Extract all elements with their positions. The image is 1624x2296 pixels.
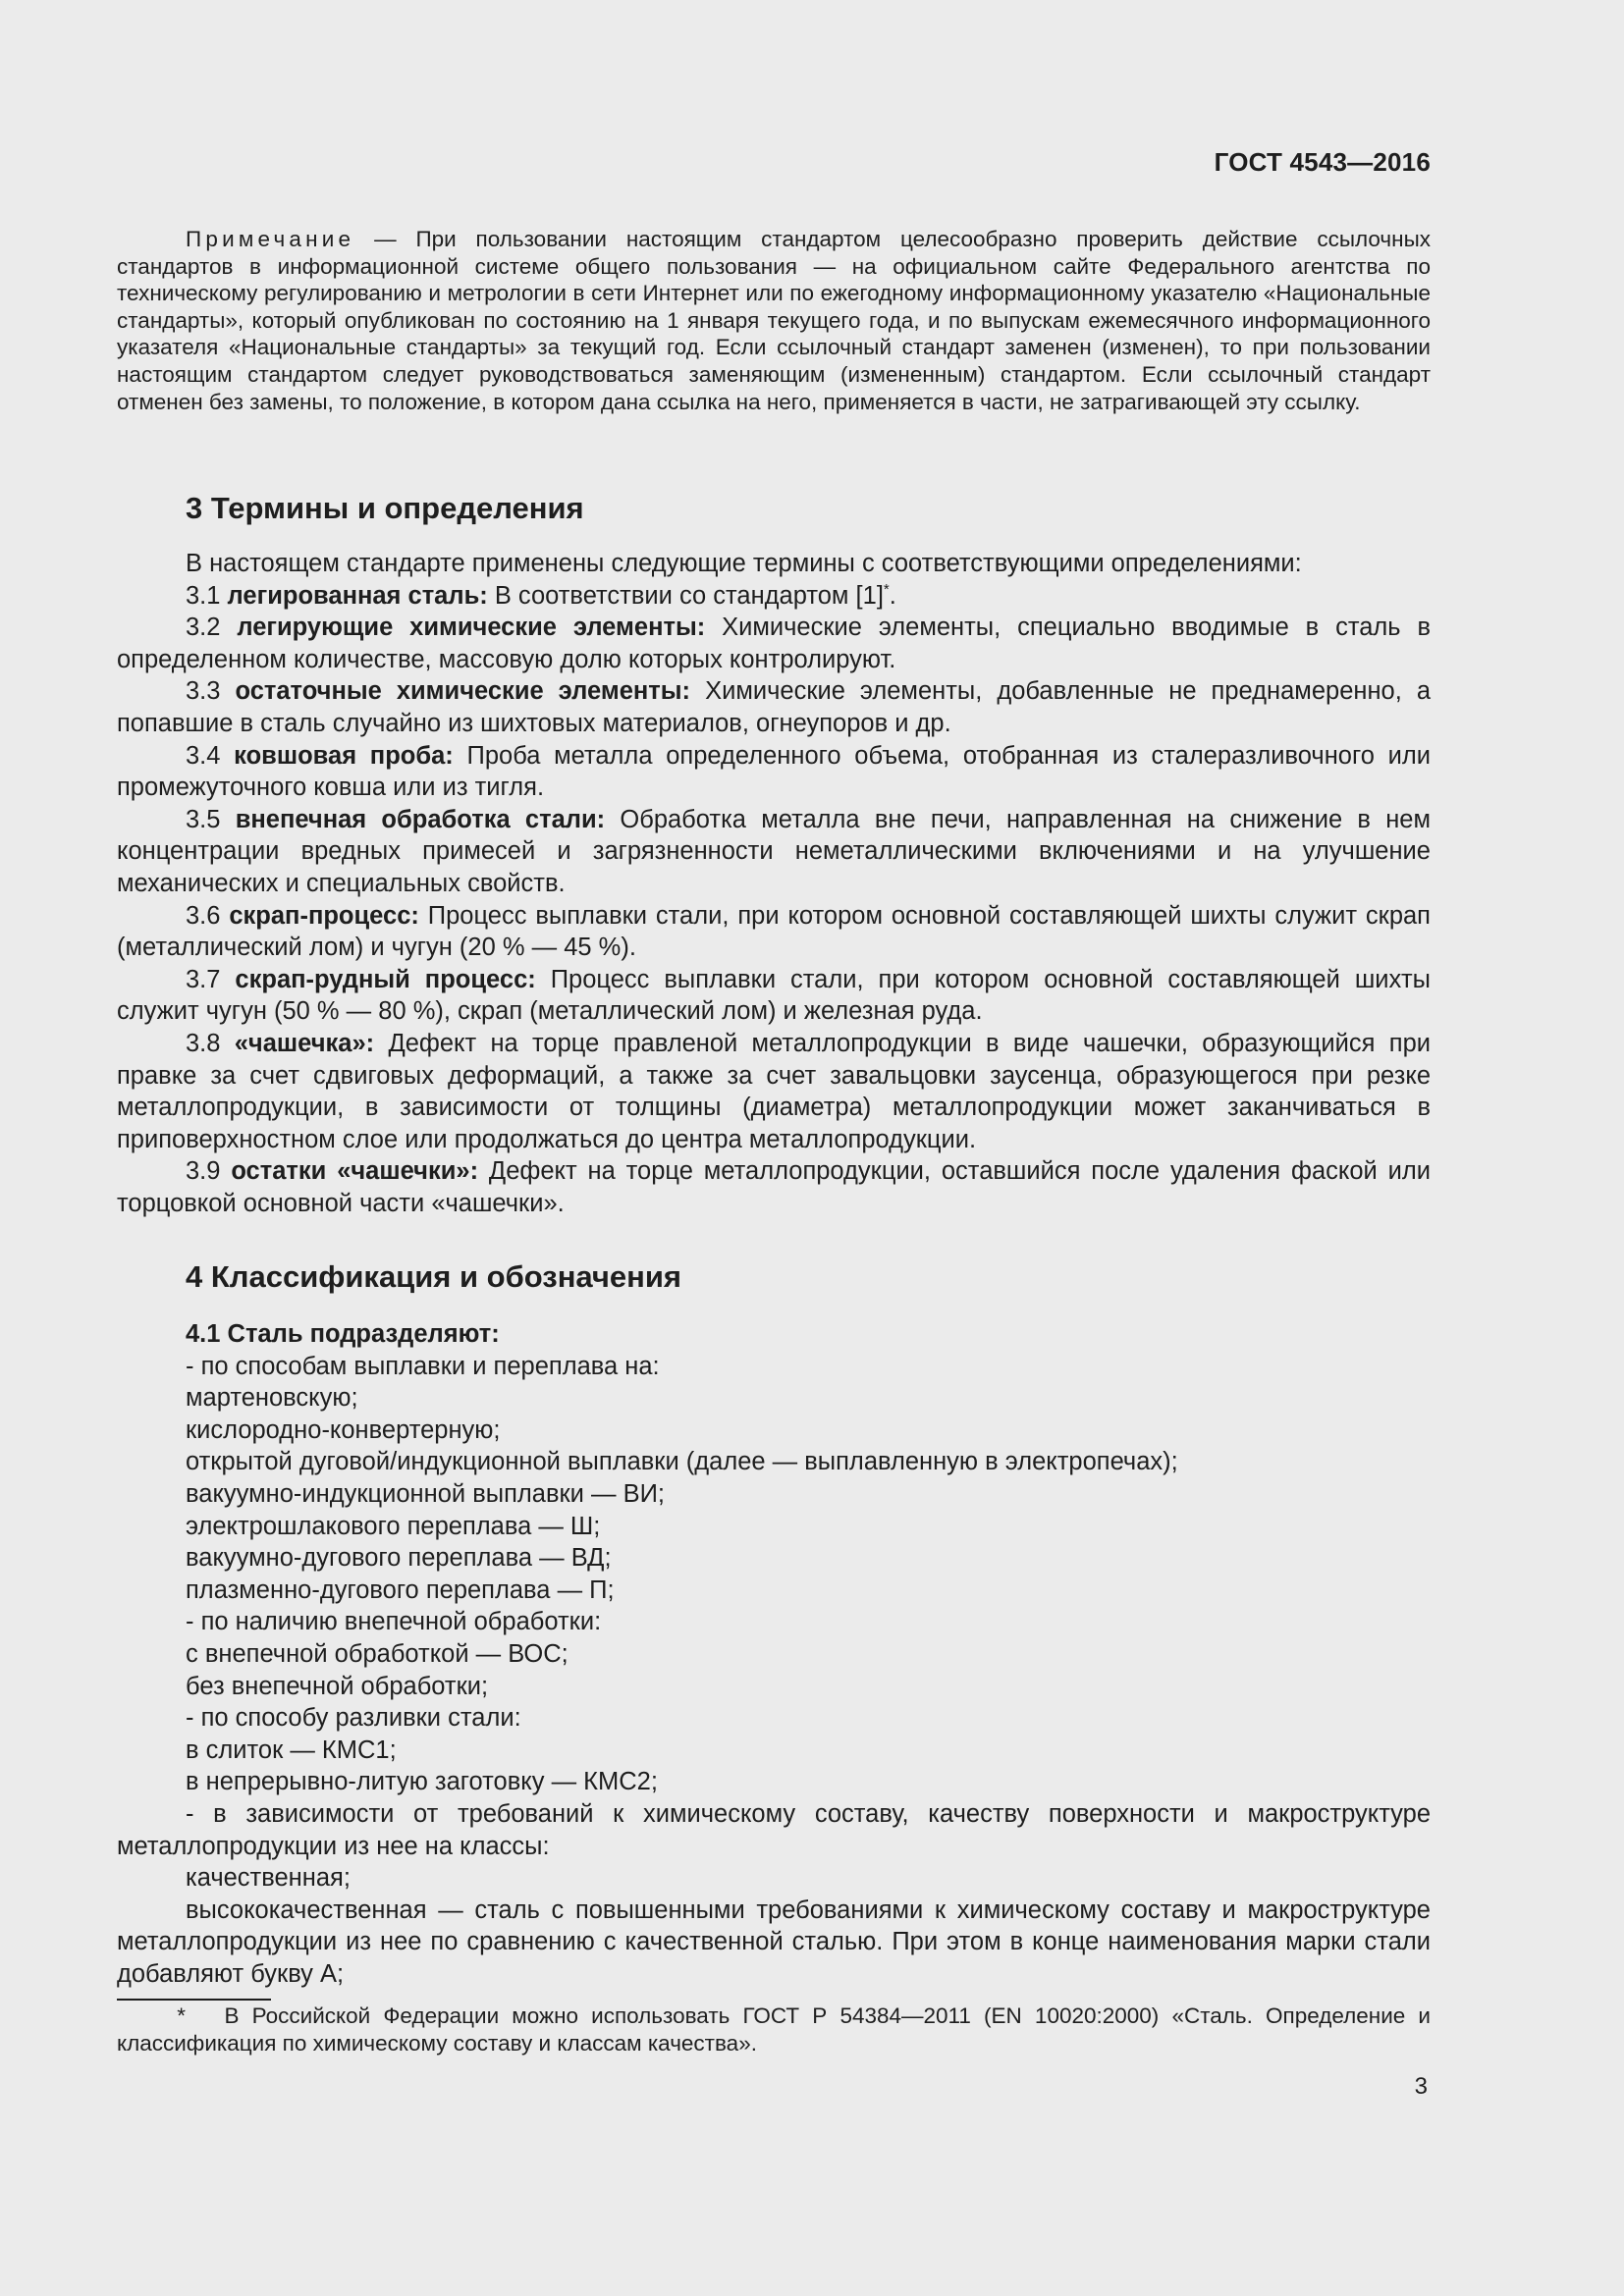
term-3-7: 3.7 скрап-рудный процесс: Процесс выплавки стали, при котором основной составляющей шихты служит чугун (50 % — 80 %), скрап (металлический лом) и железная руда.	[117, 965, 1431, 1026]
list-item: без внепечной обработки;	[186, 1672, 489, 1700]
high-quality-paragraph: высококачественная — сталь с повышенными требованиями к химическому составу и макроструктуре металлопродукции из нее по сравнению с качественной сталью. При этом в конце наименования марки стали добавляют букву А;	[117, 1896, 1431, 1988]
term-3-8: 3.8 «чашечка»: Дефект на торце правленой металлопродукции в виде чашечки, образующийся при правке за счет сдвиговых деформаций, а также за счет завальцовки заусенца, образующегося при резке металлопродукции, в зависимости от толщины (диаметра) металлопродукции может заканчиваться в приповерхностном слое или продолжаться до центра металлопродукции.	[117, 1029, 1431, 1153]
list-item: вакуумно-дугового переплава — ВД;	[186, 1544, 612, 1573]
list-item: вакуумно-индукционной выплавки — ВИ;	[186, 1479, 665, 1508]
list-item: - по способу разливки стали:	[186, 1704, 521, 1733]
term-3-4: 3.4 ковшовая проба: Проба металла определенного объема, отобранная из сталеразливочного или промежуточного ковша или из тигля.	[117, 741, 1431, 802]
list-item: в слиток — КМС1;	[186, 1735, 397, 1764]
section-3-intro: В настоящем стандарте применены следующие термины с соответствующими определениями:	[186, 550, 1302, 577]
list-item: открытой дуговой/индукционной выплавки (далее — выплавленную в электропечах);	[186, 1448, 1178, 1476]
term-3-6: 3.6 скрап-процесс: Процесс выплавки стали, при котором основной составляющей шихты служит скрап (металлический лом) и чугун (20 % — 45 %).	[117, 901, 1431, 962]
term-3-5: 3.5 внепечная обработка стали: Обработка металла вне печи, направленная на снижение в нем концентрации вредных примесей и загрязненности неметаллическими включениями и на улучшение механических и специальных свойств.	[117, 805, 1431, 897]
standard-header: ГОСТ 4543—2016	[1214, 147, 1431, 177]
term-3-2: 3.2 легирующие химические элементы: Химические элементы, специально вводимые в сталь в определенном количестве, массовую долю которых контролируют.	[117, 614, 1431, 673]
note-text: — При пользовании настоящим стандартом целесообразно проверить действие ссылочных стандартов в информационной системе общего пользования — на официальном сайте Федерального агентства по техническому регулированию и метрологии в сети Интернет или по ежегодному информационному указателю «Национальные стандарты», который опубликован по состоянию на 1 января текущего года, и по выпускам ежемесячного информационного указателя «Национальные стандарты» за текущий год. Если ссылочный стандарт заменен (изменен), то при пользовании настоящим стандартом следует руководствоваться заменяющим (измененным) стандартом. Если ссылочный стандарт отменен без замены, то положение, в котором дана ссылка на него, применяется в части, не затрагивающей эту ссылку.	[117, 227, 1431, 414]
section-4-title: 4 Классификация и обозначения	[186, 1259, 681, 1294]
term-3-9: 3.9 остатки «чашечки»: Дефект на торце металлопродукции, оставшийся после удаления фаской или торцовкой основной части «чашечки».	[117, 1157, 1431, 1217]
list-item: электрошлакового переплава — Ш;	[186, 1512, 601, 1540]
footnote-ref: *	[883, 580, 890, 598]
term-3-1: 3.1 легированная сталь: В соответствии со стандартом [1]*.	[186, 580, 896, 610]
note-label: Примечание	[186, 227, 355, 251]
footnote-text: В Российской Федерации можно использовать ГОСТ Р 54384—2011 (EN 10020:2000) «Сталь. Определение и классификация по химическому составу и классам качества».	[117, 2003, 1431, 2056]
section-3-body	[117, 548, 1431, 1219]
list-item: мартеновскую;	[186, 1384, 358, 1413]
note-paragraph	[117, 226, 1431, 415]
footnote-divider	[117, 1999, 271, 2001]
term-3-3: 3.3 остаточные химические элементы: Химические элементы, добавленные не преднамеренно, а попавшие в сталь случайно из шихтовых материалов, огнеупоров и др.	[117, 677, 1432, 737]
classes-paragraph: - в зависимости от требований к химическому составу, качеству поверхности и макроструктуре металлопродукции из нее на классы:	[117, 1799, 1431, 1860]
subsection-4-1-title: 4.1 Сталь подразделяют:	[186, 1320, 500, 1348]
footnote-mark: *	[177, 2003, 186, 2028]
footnote	[117, 2002, 1431, 2056]
list-item: - по наличию внепечной обработки:	[186, 1608, 602, 1636]
list-item: - по способам выплавки и переплава на:	[186, 1352, 660, 1380]
list-item: кислородно-конвертерную;	[186, 1415, 501, 1444]
list-item: качественная;	[186, 1864, 351, 1893]
section-3-title: 3 Термины и определения	[186, 491, 584, 525]
list-item: в непрерывно-литую заготовку — КМС2;	[186, 1768, 658, 1796]
list-item: плазменно-дугового переплава — П;	[186, 1575, 615, 1604]
list-item: с внепечной обработкой — ВОС;	[186, 1639, 568, 1668]
section-4-body	[117, 1318, 1431, 1990]
page-number: 3	[1414, 2073, 1428, 2100]
